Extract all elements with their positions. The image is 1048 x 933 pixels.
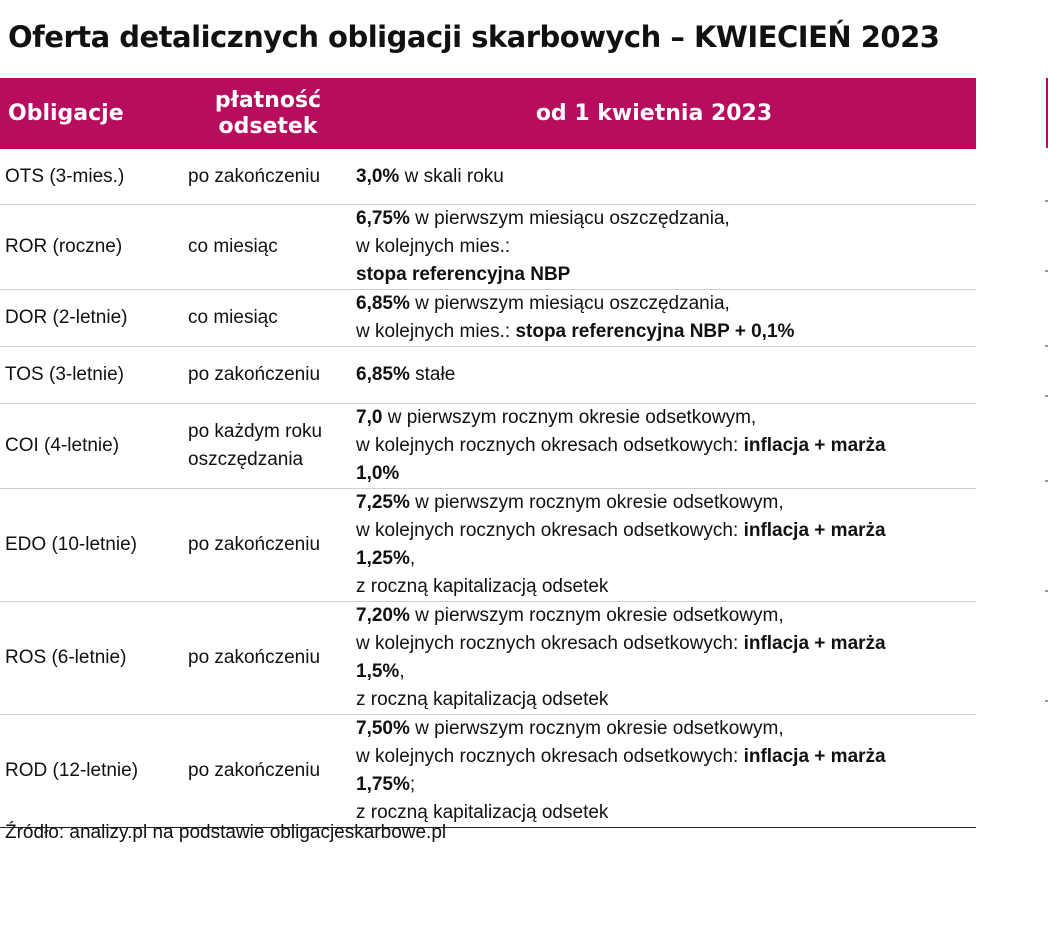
offer-highlight: 7,25% [356,492,410,513]
offer-line [356,290,976,318]
offer-highlight: 3,0% [356,165,400,187]
offer-highlight: 7,20% [356,605,410,626]
table-row [0,489,976,602]
offer-highlight: 1,5% [356,661,400,682]
offer-text: w pierwszym miesiącu oszczędzania, [409,293,730,314]
offer-line [356,517,976,545]
bond-name: DOR (2-letnie) [5,307,128,328]
offer-highlight: stopa referencyjna NBP + 0,1% [515,321,795,342]
payment-frequency: po każdym roku oszczędzania [188,421,323,470]
offer-highlight: inflacja + marża [743,520,886,541]
bond-name: OTS (3-mies.) [5,165,125,187]
offer-text: w kolejnych mies.: [356,236,511,257]
offer-line [356,361,976,389]
table-row [0,715,976,828]
offer-text: z roczną kapitalizacją odsetek [356,802,609,823]
header-offer-date: od 1 kwietnia 2023 [535,101,773,126]
offer-line [356,489,976,517]
offer-text: w pierwszym rocznym okresie odsetkowym, [409,605,784,626]
bond-name: ROR (roczne) [5,236,123,257]
offer-line [356,318,976,346]
header-interest-payment [184,78,352,149]
offer-terms [356,205,976,289]
offer-text: z roczną kapitalizacją odsetek [356,689,609,710]
offer-line [356,686,976,714]
page-title: Oferta detalicznych obligacji skarbowych – KWIECIEŃ 2023 [8,20,940,54]
offer-text: stałe [409,364,456,385]
table-body [0,149,976,828]
offer-terms [356,290,976,346]
offer-line [356,404,976,432]
offer-terms [356,404,976,488]
table-row [0,404,976,489]
bond-name: ROS (6-letnie) [5,647,127,668]
offer-highlight: 6,85% [356,293,410,314]
offer-text: , [399,661,405,682]
payment-frequency: po zakończeniu [188,364,321,385]
offer-text: w pierwszym rocznym okresie odsetkowym, [382,407,757,428]
table-row [0,149,976,205]
offer-text: w kolejnych rocznych okresach odsetkowych: [356,435,744,456]
offer-line [356,771,976,799]
offer-text: z roczną kapitalizacją odsetek [356,576,609,597]
offer-text: w kolejnych mies.: [356,321,516,342]
offer-terms [356,149,976,204]
source-note: Źródło: analizy.pl na podstawie obligacjeskarbowe.pl [5,822,447,843]
offer-text: ; [409,774,416,795]
payment-frequency: po zakończeniu [188,165,321,187]
payment-frequency: co miesiąc [188,307,278,328]
offer-terms [356,715,976,827]
table-row [0,205,976,290]
offer-highlight: inflacja + marża [743,435,886,456]
table-header [0,78,976,149]
offer-line [356,715,976,743]
offer-line [356,630,976,658]
offer-line [356,261,976,289]
offer-line [356,205,976,233]
bond-name: COI (4-letnie) [5,435,120,456]
table-row [0,347,976,404]
bond-name: EDO (10-letnie) [5,534,137,555]
offer-highlight: 1,25% [356,548,410,569]
table-row [0,290,976,347]
offer-highlight: 1,75% [356,774,410,795]
offer-text: w skali roku [399,165,504,187]
header-bonds: Obligacje [8,101,124,126]
offer-line [356,545,976,573]
offer-text: w kolejnych rocznych okresach odsetkowych: [356,633,744,654]
payment-frequency: po zakończeniu [188,647,321,668]
offer-text: w kolejnych rocznych okresach odsetkowych: [356,520,744,541]
offer-line [356,163,976,191]
offer-highlight: inflacja + marża [743,746,886,767]
offer-highlight: 7,0 [356,407,383,428]
offer-text: w pierwszym miesiącu oszczędzania, [409,208,730,229]
header-payment-line1: płatność [214,87,322,113]
offer-text: , [409,548,416,569]
offer-terms [356,602,976,714]
offer-line [356,799,976,827]
offer-line [356,460,976,488]
offer-highlight: stopa referencyjna NBP [356,264,571,285]
bond-name: ROD (12-letnie) [5,760,139,781]
bond-name: TOS (3-letnie) [5,364,124,385]
offer-highlight: 6,75% [356,208,410,229]
offer-text: w pierwszym rocznym okresie odsetkowym, [409,492,784,513]
offer-line [356,432,976,460]
payment-frequency: co miesiąc [188,236,278,257]
offer-line [356,743,976,771]
bonds-table [0,78,976,828]
offer-highlight: inflacja + marża [743,633,886,654]
offer-highlight: 7,50% [356,718,410,739]
table-row [0,602,976,715]
offer-line [356,658,976,686]
offer-terms [356,347,976,403]
offer-line [356,573,976,601]
header-payment-line2: odsetek [218,113,318,139]
offer-text: w pierwszym rocznym okresie odsetkowym, [409,718,784,739]
payment-frequency: po zakończeniu [188,534,321,555]
offer-line [356,602,976,630]
offer-highlight: 1,0% [356,463,400,484]
offer-text: w kolejnych rocznych okresach odsetkowych: [356,746,744,767]
offer-terms [356,489,976,601]
offer-highlight: 6,85% [356,364,410,385]
payment-frequency: po zakończeniu [188,760,321,781]
offer-line [356,233,976,261]
